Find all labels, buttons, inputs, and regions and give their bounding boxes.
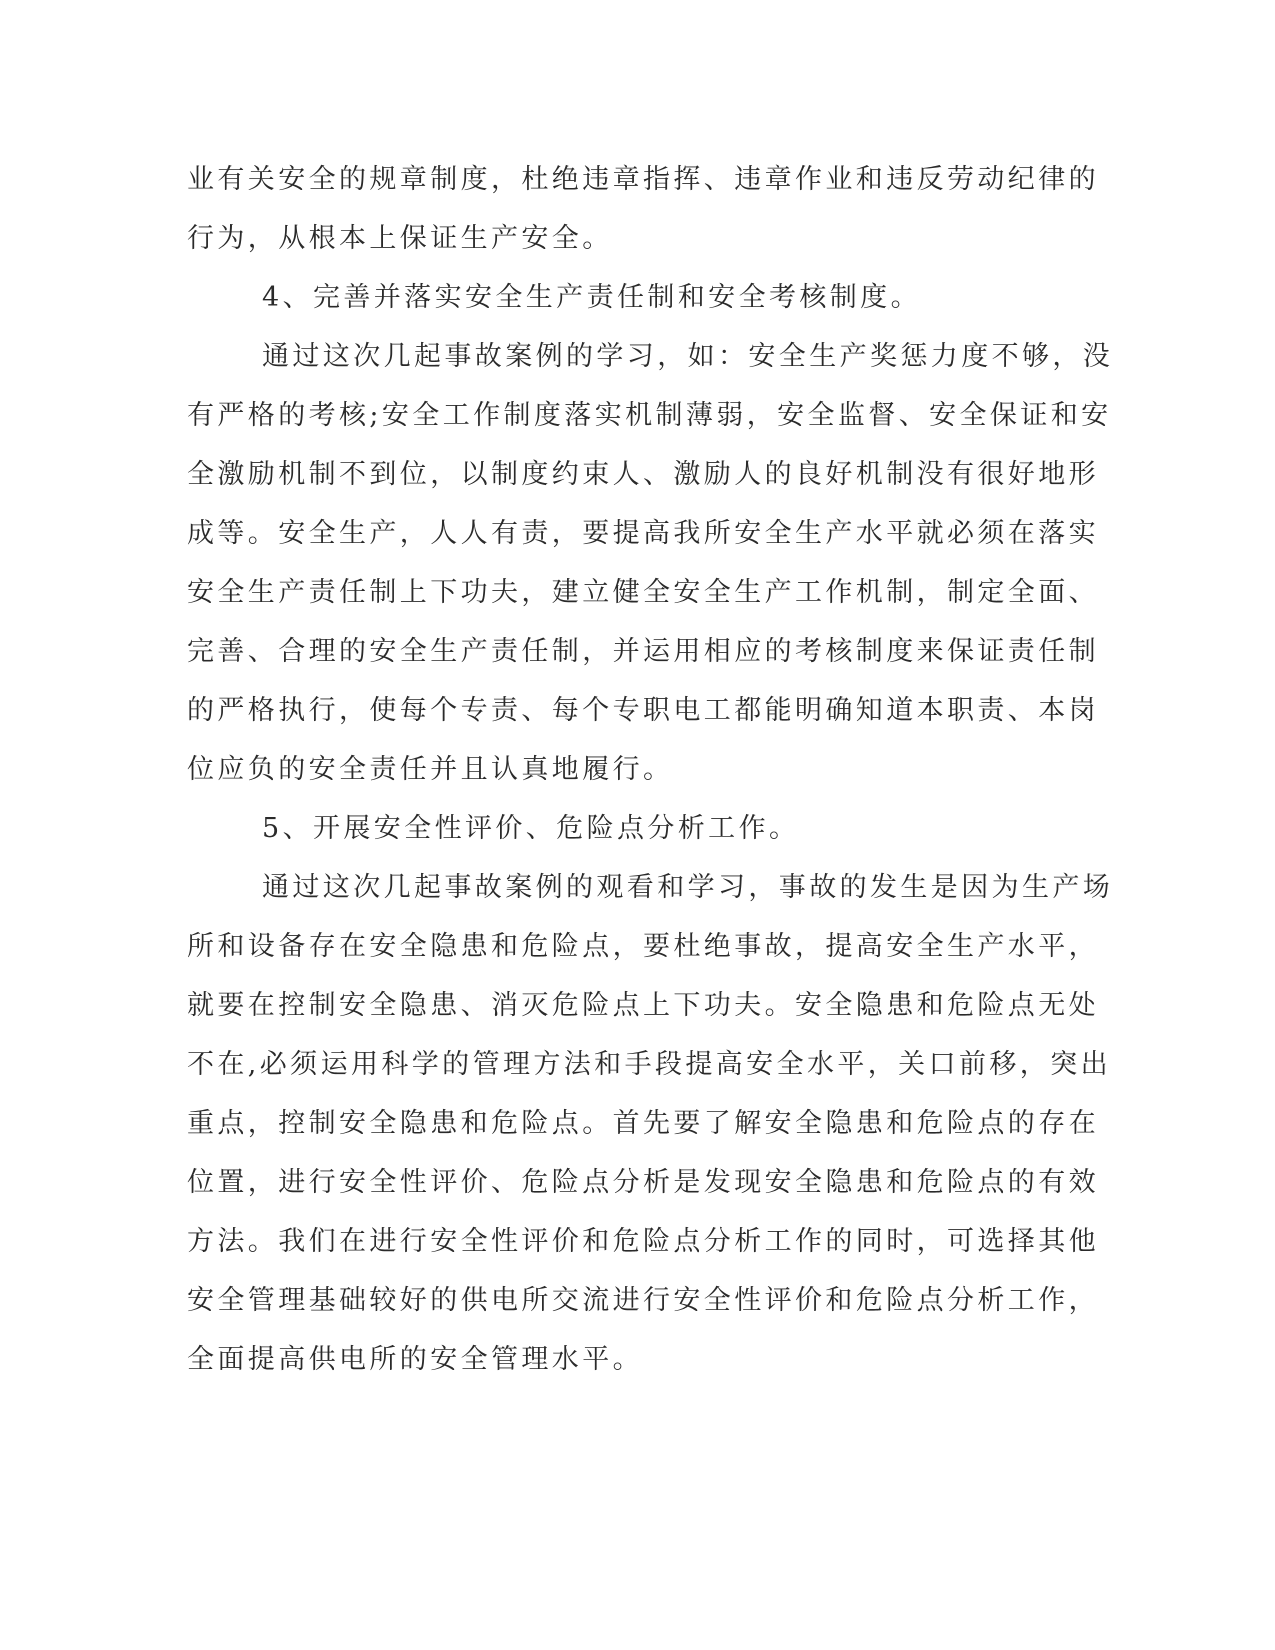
text-line: 安全管理基础较好的供电所交流进行安全性评价和危险点分析工作， xyxy=(187,1285,1099,1316)
paragraph-start: 通过这次几起事故案例的学习，如：安全生产奖惩力度不够，没 xyxy=(262,341,1114,372)
text-line: 成等。安全生产，人人有责，要提高我所安全生产水平就必须在落实 xyxy=(187,518,1099,549)
text-line: 全激励机制不到位，以制度约束人、激励人的良好机制没有很好地形 xyxy=(187,459,1099,490)
text-line: 位应负的安全责任并且认真地履行。 xyxy=(187,754,674,785)
text-line: 全面提高供电所的安全管理水平。 xyxy=(187,1344,643,1375)
section-heading-4: 4、完善并落实安全生产责任制和安全考核制度。 xyxy=(262,282,921,313)
text-line: 就要在控制安全隐患、消灭危险点上下功夫。安全隐患和危险点无处 xyxy=(187,990,1099,1021)
section-heading-5: 5、开展安全性评价、危险点分析工作。 xyxy=(262,813,800,844)
text-line: 安全生产责任制上下功夫，建立健全安全生产工作机制，制定全面、 xyxy=(187,577,1099,608)
paragraph-start: 通过这次几起事故案例的观看和学习，事故的发生是因为生产场 xyxy=(262,872,1114,903)
text-line: 不在,必须运用科学的管理方法和手段提高安全水平，关口前移，突出 xyxy=(187,1049,1111,1080)
text-line: 所和设备存在安全隐患和危险点，要杜绝事故，提高安全生产水平， xyxy=(187,931,1099,962)
text-line: 的严格执行，使每个专责、每个专职电工都能明确知道本职责、本岗 xyxy=(187,695,1099,726)
text-line: 行为，从根本上保证生产安全。 xyxy=(187,223,613,254)
text-line: 方法。我们在进行安全性评价和危险点分析工作的同时，可选择其他 xyxy=(187,1226,1099,1257)
text-line: 重点，控制安全隐患和危险点。首先要了解安全隐患和危险点的存在 xyxy=(187,1108,1099,1139)
text-line: 有严格的考核;安全工作制度落实机制薄弱，安全监督、安全保证和安 xyxy=(187,400,1112,431)
text-line: 位置，进行安全性评价、危险点分析是发现安全隐患和危险点的有效 xyxy=(187,1167,1099,1198)
text-line: 完善、合理的安全生产责任制，并运用相应的考核制度来保证责任制 xyxy=(187,636,1099,667)
text-line: 业有关安全的规章制度，杜绝违章指挥、违章作业和违反劳动纪律的 xyxy=(187,164,1099,195)
